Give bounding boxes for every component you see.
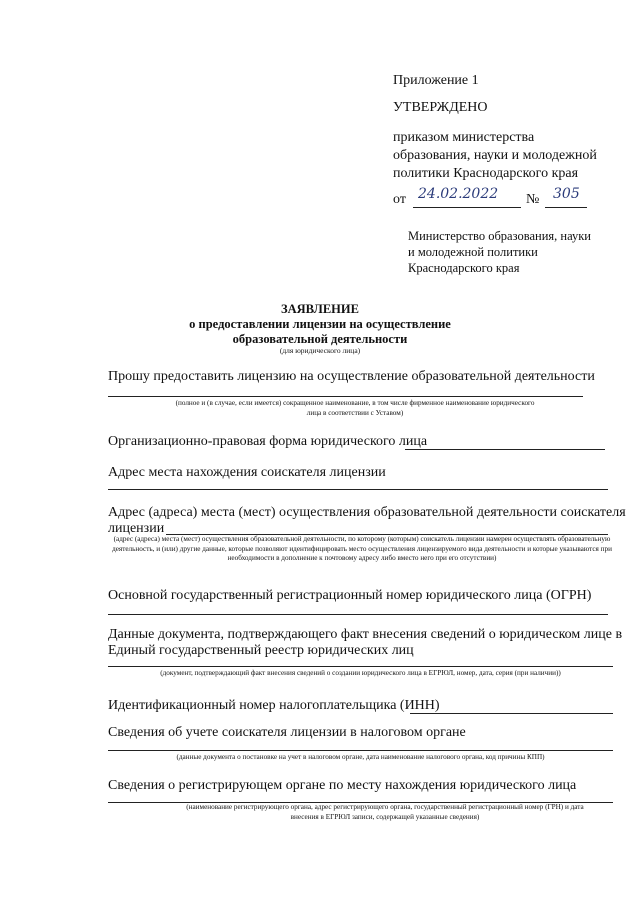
tax-field-line[interactable] <box>108 750 613 751</box>
inn-label: Идентификационный номер налогоплательщика (ИНН) <box>108 698 440 713</box>
document-subtitle-1: о предоставлении лицензии на осуществление <box>189 317 451 331</box>
tax-label: Сведения об учете соискателя лицензии в налоговом органе <box>108 725 466 740</box>
egrul-field-line[interactable] <box>108 666 613 667</box>
order-line-2: образования, науки и молодежной <box>393 148 597 163</box>
legal-form-field-line[interactable] <box>405 449 605 450</box>
approved-label: УТВЕРЖДЕНО <box>393 100 488 115</box>
document-note: (для юридического лица) <box>279 346 361 355</box>
tax-hint: (данные документа о постановке на учет в налоговом органе, дата наименование налогового органа, код причины КПП) <box>176 753 545 761</box>
inn-field-line[interactable] <box>410 713 613 714</box>
ogrn-field-line[interactable] <box>108 614 608 615</box>
addressee-line-3: Краснодарского края <box>408 261 520 275</box>
egrul-label-1: Данные документа, подтверждающего факт внесения сведений о юридическом лице в <box>108 627 623 642</box>
activity-address-hint: (адрес (адреса) места (мест) осуществления образовательной деятельности, по которому (которым) соискатель лицензии намерен осуществлять образовательную деятельность, и (или) другие данные, которые позволяют идентифицировать место осуществления лицензируемого вида деятельности и которые указываются при необходимости в дополнение к почтовому адресу либо вместо него при его отсутствии) <box>112 535 612 562</box>
activity-address-label-1: Адрес (адреса) места (мест) осуществления образовательной деятельности соискателя <box>108 505 626 520</box>
activity-address-label-2: лицензии <box>108 521 165 536</box>
legal-form-label: Организационно-правовая форма юридического лица <box>108 434 428 449</box>
number-label: № <box>526 192 540 207</box>
request-hint: (полное и (в случае, если имеется) сокращенное наименование, в том числе фирменное наименование юридического лица в соответствии с Уставом) <box>175 399 535 417</box>
egrul-label-2: Единый государственный реестр юридических лиц <box>108 643 414 658</box>
order-line-3: политики Краснодарского края <box>393 166 579 181</box>
addressee-line-1: Министерство образования, науки <box>408 229 591 243</box>
addressee-line-2: и молодежной политики <box>408 245 538 259</box>
date-underline <box>413 207 521 208</box>
registrar-hint: (наименование регистрирующего органа, адрес регистрирующего органа, государственный регистрационный номер (ГРН) и дата внесения в ЕГРЮЛ записи, содержащей указанные сведения) <box>186 803 584 821</box>
registrar-label: Сведения о регистрирующем органе по месту нахождения юридического лица <box>108 778 577 793</box>
from-label: от <box>393 192 406 207</box>
document-subtitle-2: образовательной деятельности <box>232 332 408 346</box>
request-field-line[interactable] <box>108 396 583 397</box>
order-number-handwritten: 305 <box>553 186 580 202</box>
request-text: Прошу предоставить лицензию на осуществление образовательной деятельности <box>108 369 595 384</box>
number-underline <box>545 207 587 208</box>
order-line-1: приказом министерства <box>393 130 535 145</box>
order-date-handwritten: 24.02.2022 <box>418 186 499 202</box>
ogrn-label: Основной государственный регистрационный номер юридического лица (ОГРН) <box>108 588 592 603</box>
address-label: Адрес места нахождения соискателя лицензии <box>108 465 386 480</box>
appendix-label: Приложение 1 <box>393 73 479 88</box>
document-title: ЗАЯВЛЕНИЕ <box>281 302 359 316</box>
address-field-line[interactable] <box>108 489 608 490</box>
egrul-hint: (документ, подтверждающий факт внесения сведений о создании юридического лица в ЕГРЮЛ, номер, дата, серия (при наличии)) <box>160 669 561 677</box>
